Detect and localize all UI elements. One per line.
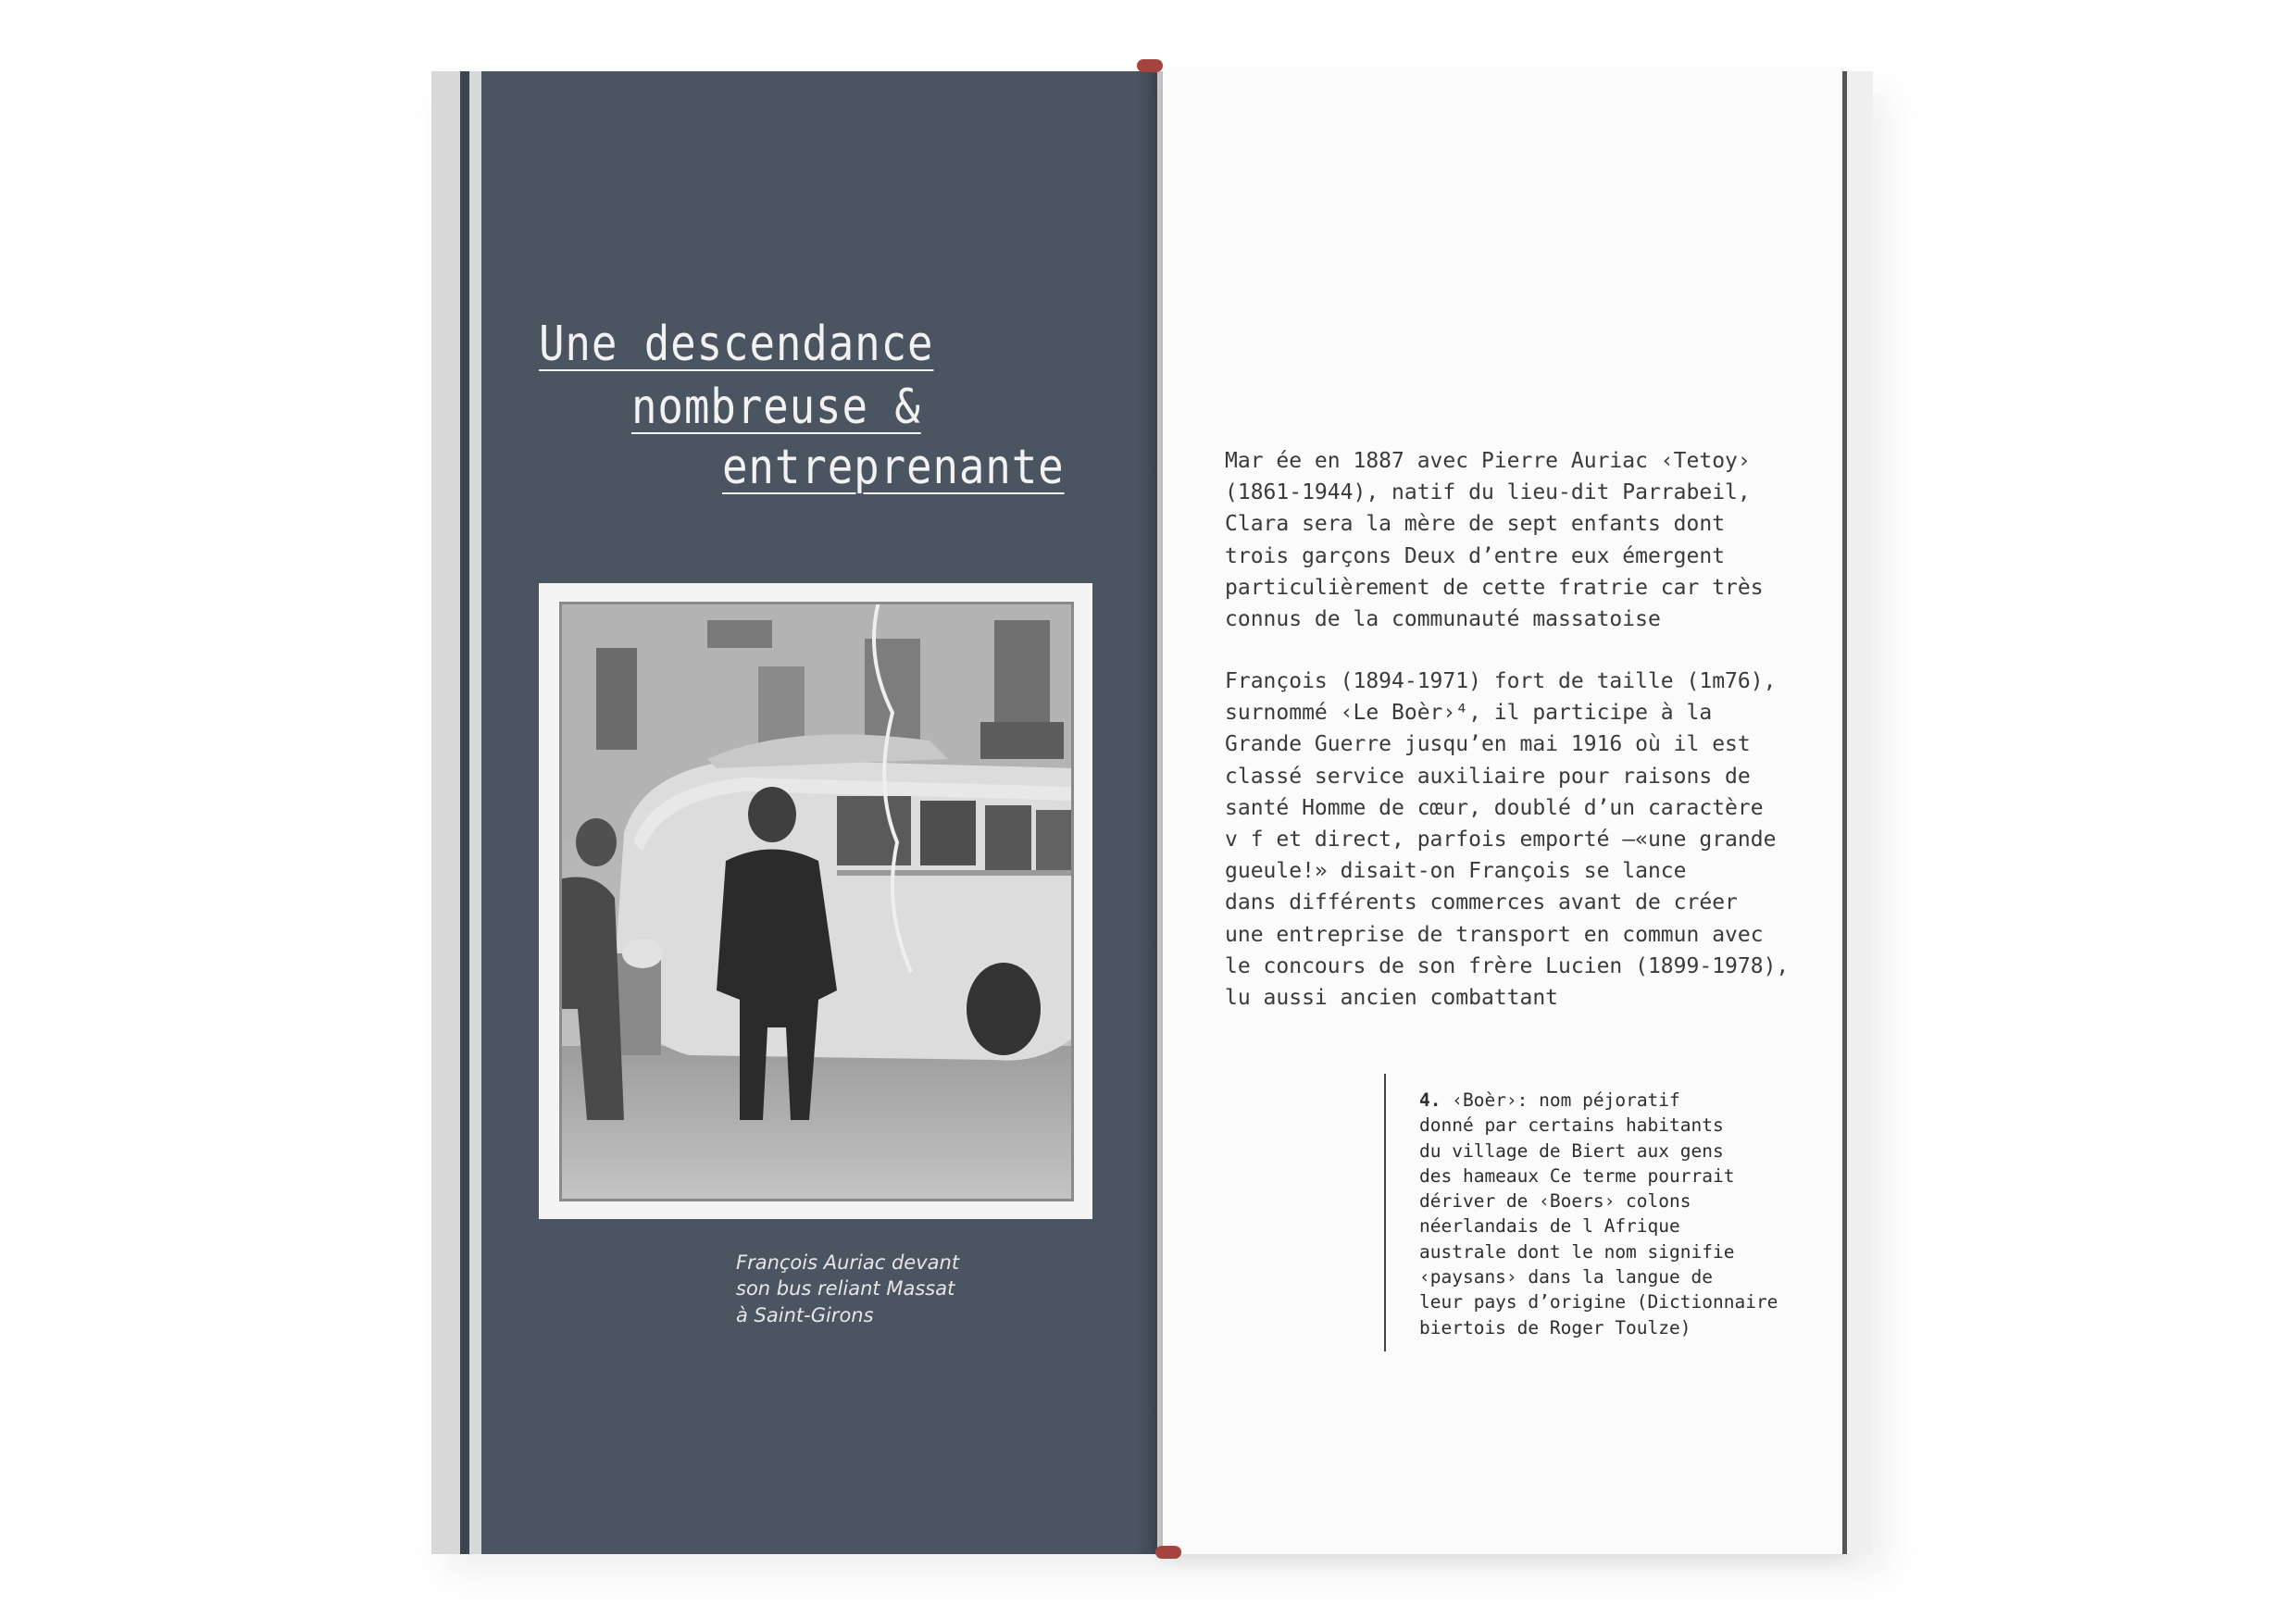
text-line: une entreprise de transport en commun avec [1225,922,1764,947]
footnote-line-text: ‹Boèr›: nom péjoratif [1452,1089,1680,1111]
left-page-edge-line [460,71,469,1554]
footnote-line: leur pays d’origine (Dictionnaire [1419,1291,1778,1313]
bookmark-ribbon-bottom [1155,1546,1181,1559]
footnote-line [1419,1088,1827,1113]
photo-caption-line: son bus reliant Massat [736,1277,955,1301]
photo-caption-line: François Auriac devant [736,1251,960,1274]
text-line: v f et direct, parfois emporté –«une grande [1225,828,1777,853]
footnote-number: 4. [1419,1089,1441,1111]
page-title-line-3: entreprenante [722,440,1065,495]
page-title-line-1: Une descendance [539,317,934,372]
text-line: gueule!» disait-on François se lance [1225,859,1687,884]
text-line: connus de la communauté massatoise [1225,607,1661,632]
footnote-rule [1384,1074,1386,1351]
text-line: santé Homme de cœur, doublé d’un caractère [1225,795,1764,820]
text-line: Grande Guerre jusqu’en mai 1916 où il est [1225,732,1751,757]
photo-caption-line: à Saint-Girons [736,1303,874,1326]
footnote-line: des hameaux Ce terme pourrait [1419,1164,1735,1187]
text-line: particulièrement de cette fratrie car très [1225,575,1764,600]
text-line: (1861-1944), natif du lieu-dit Parrabeil, [1225,480,1751,505]
footnote [1419,1088,1827,1340]
right-page-edge [1847,71,1873,1554]
paragraph-2 [1225,666,1799,1014]
text-line: le concours de son frère Lucien (1899-1978), [1225,953,1790,978]
footnote-line: biertois de Roger Toulze) [1419,1316,1691,1338]
paragraph-1 [1225,445,1799,635]
footnote-line: du village de Biert aux gens [1419,1139,1724,1162]
bookmark-ribbon-top [1137,59,1163,72]
footnote-line: australe dont le nom signifie [1419,1240,1735,1263]
text-line: lu aussi ancien combattant [1225,986,1559,1011]
text-line: surnommé ‹Le Boèr›⁴, il participe à la [1225,701,1713,726]
text-line: Mar ée en 1887 avec Pierre Auriac ‹Tetoy› [1225,449,1751,473]
text-line: trois garçons Deux d’entre eux émergent [1225,543,1726,568]
footnote-line: donné par certains habitants [1419,1114,1724,1137]
book-gutter [1135,71,1163,1554]
text-line: classé service auxiliaire pour raisons de [1225,764,1751,789]
footnote-line: ‹paysans› dans la langue de [1419,1266,1713,1288]
photo-caption [736,1250,1032,1328]
text-line: François (1894-1971) fort de taille (1m76), [1225,669,1777,693]
footnote-line: néerlandais de l Afrique [1419,1215,1680,1238]
page-title-line-2: nombreuse & [631,380,921,435]
bus-photo-icon [559,602,1074,1201]
left-page-edge [431,71,483,1554]
text-line: Clara sera la mère de sept enfants dont [1225,512,1726,537]
text-line: dans différents commerces avant de créer [1225,890,1738,915]
footnote-line: dériver de ‹Boers› colons [1419,1190,1691,1213]
